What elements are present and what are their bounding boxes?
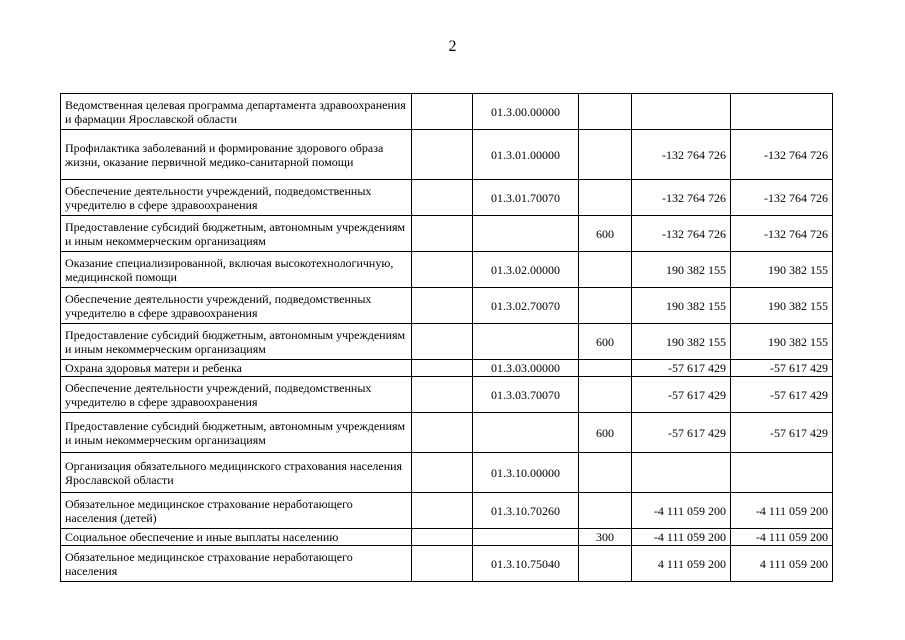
row-code-cell: 01.3.03.00000 [473,360,579,377]
row-sum1-cell: 190 382 155 [632,288,731,324]
row-name-cell: Предоставление субсидий бюджетным, автономным учреждениям и иным некоммерческим организациям [61,413,412,453]
row-empty-cell [412,493,473,529]
table-row [61,130,833,180]
budget-table [60,93,833,582]
row-sum2-cell [731,94,833,130]
table-row [61,324,833,360]
row-type-cell [579,180,632,216]
table-row [61,413,833,453]
row-sum2-cell: -57 617 429 [731,360,833,377]
row-sum1-cell [632,453,731,493]
row-name-cell: Обеспечение деятельности учреждений, подведомственных учредителю в сфере здравоохранения [61,288,412,324]
row-type-cell [579,377,632,413]
row-sum1-cell: -57 617 429 [632,360,731,377]
row-empty-cell [412,453,473,493]
row-type-cell [579,94,632,130]
row-name-cell: Ведомственная целевая программа департамента здравоохранения и фармации Ярославской области [61,94,412,130]
table-row [61,493,833,529]
budget-table-body [61,94,833,582]
row-sum2-cell: -132 764 726 [731,216,833,252]
row-code-cell [473,324,579,360]
row-sum1-cell: 190 382 155 [632,252,731,288]
table-row [61,216,833,252]
table-row [61,360,833,377]
row-name-cell: Предоставление субсидий бюджетным, автономным учреждениям и иным некоммерческим организациям [61,324,412,360]
row-type-cell [579,493,632,529]
row-sum2-cell: -4 111 059 200 [731,529,833,546]
row-sum2-cell: -132 764 726 [731,130,833,180]
row-name-cell: Обеспечение деятельности учреждений, подведомственных учредителю в сфере здравоохранения [61,180,412,216]
row-empty-cell [412,180,473,216]
table-row [61,529,833,546]
row-empty-cell [412,130,473,180]
row-sum1-cell: -132 764 726 [632,180,731,216]
row-code-cell: 01.3.02.70070 [473,288,579,324]
row-type-cell [579,130,632,180]
row-type-cell [579,252,632,288]
row-sum2-cell: 4 111 059 200 [731,546,833,582]
row-code-cell [473,216,579,252]
table-row [61,94,833,130]
row-sum1-cell: 190 382 155 [632,324,731,360]
row-empty-cell [412,216,473,252]
row-code-cell: 01.3.03.70070 [473,377,579,413]
row-type-cell: 600 [579,413,632,453]
row-empty-cell [412,529,473,546]
row-sum1-cell: -132 764 726 [632,130,731,180]
row-sum1-cell: -4 111 059 200 [632,493,731,529]
row-type-cell: 600 [579,216,632,252]
row-sum2-cell: 190 382 155 [731,288,833,324]
row-empty-cell [412,360,473,377]
row-code-cell: 01.3.10.75040 [473,546,579,582]
row-sum1-cell [632,94,731,130]
row-name-cell: Обеспечение деятельности учреждений, подведомственных учредителю в сфере здравоохранения [61,377,412,413]
row-empty-cell [412,252,473,288]
row-type-cell [579,453,632,493]
table-row [61,180,833,216]
table-row [61,252,833,288]
row-sum2-cell: -132 764 726 [731,180,833,216]
row-empty-cell [412,546,473,582]
row-code-cell: 01.3.01.00000 [473,130,579,180]
row-empty-cell [412,324,473,360]
row-sum2-cell: -57 617 429 [731,413,833,453]
row-sum1-cell: 4 111 059 200 [632,546,731,582]
row-type-cell [579,288,632,324]
row-name-cell: Обязательное медицинское страхование неработающего населения [61,546,412,582]
table-row [61,288,833,324]
row-sum2-cell: 190 382 155 [731,324,833,360]
table-row [61,546,833,582]
row-code-cell: 01.3.02.00000 [473,252,579,288]
row-sum1-cell: -57 617 429 [632,377,731,413]
row-sum2-cell: 190 382 155 [731,252,833,288]
row-sum2-cell: -57 617 429 [731,377,833,413]
row-sum2-cell [731,453,833,493]
row-empty-cell [412,413,473,453]
row-sum1-cell: -4 111 059 200 [632,529,731,546]
row-type-cell: 600 [579,324,632,360]
row-type-cell [579,546,632,582]
page-number: 2 [448,38,457,55]
row-empty-cell [412,377,473,413]
row-sum1-cell: -132 764 726 [632,216,731,252]
row-name-cell: Профилактика заболеваний и формирование здорового образа жизни, оказание первичной медико-санитарной помощи [61,130,412,180]
row-code-cell: 01.3.01.70070 [473,180,579,216]
row-code-cell: 01.3.10.70260 [473,493,579,529]
row-name-cell: Предоставление субсидий бюджетным, автономным учреждениям и иным некоммерческим организациям [61,216,412,252]
row-type-cell: 300 [579,529,632,546]
row-type-cell [579,360,632,377]
row-code-cell [473,529,579,546]
row-code-cell: 01.3.00.00000 [473,94,579,130]
row-empty-cell [412,94,473,130]
row-code-cell: 01.3.10.00000 [473,453,579,493]
row-code-cell [473,413,579,453]
row-sum2-cell: -4 111 059 200 [731,493,833,529]
table-row [61,453,833,493]
row-name-cell: Организация обязательного медицинского страхования населения Ярославской области [61,453,412,493]
row-name-cell: Обязательное медицинское страхование неработающего населения (детей) [61,493,412,529]
row-empty-cell [412,288,473,324]
row-sum1-cell: -57 617 429 [632,413,731,453]
row-name-cell: Оказание специализированной, включая высокотехнологичную, медицинской помощи [61,252,412,288]
row-name-cell: Охрана здоровья матери и ребенка [61,360,412,377]
table-row [61,377,833,413]
row-name-cell: Социальное обеспечение и иные выплаты населению [61,529,412,546]
